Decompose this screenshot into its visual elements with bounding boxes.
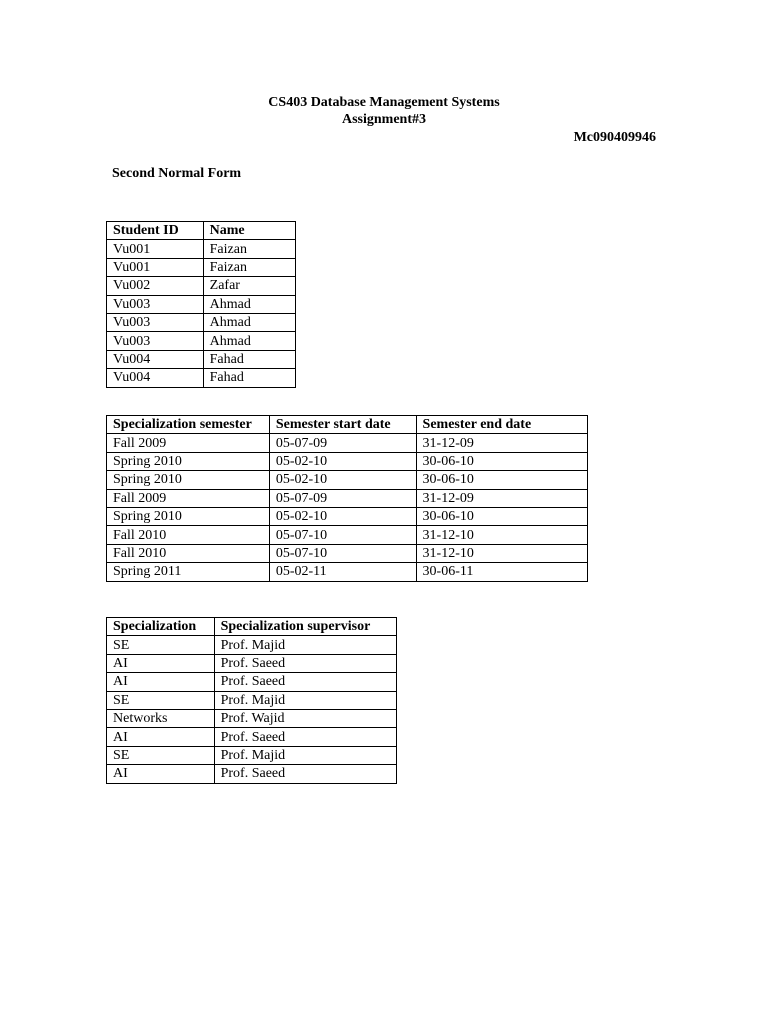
table-cell: Faizan xyxy=(203,240,295,258)
table-cell: Vu003 xyxy=(107,332,204,350)
table-cell: Zafar xyxy=(203,277,295,295)
table-header-row xyxy=(107,416,588,434)
table-cell: 31-12-10 xyxy=(416,544,587,562)
table-cell: AI xyxy=(107,654,215,672)
table-cell: Prof. Wajid xyxy=(214,709,396,727)
table-cell: Fahad xyxy=(203,350,295,368)
column-header-name: Name xyxy=(203,222,295,240)
table-row xyxy=(107,636,397,654)
table-cell: AI xyxy=(107,765,215,783)
table-cell: Fall 2010 xyxy=(107,526,270,544)
table-cell: Spring 2010 xyxy=(107,507,270,525)
table-cell: Prof. Majid xyxy=(214,746,396,764)
table-cell: AI xyxy=(107,673,215,691)
table-row xyxy=(107,563,588,581)
table-row xyxy=(107,313,296,331)
table-cell: 05-07-09 xyxy=(269,489,416,507)
table-cell: Vu002 xyxy=(107,277,204,295)
table-cell: Vu004 xyxy=(107,350,204,368)
table-cell: Faizan xyxy=(203,258,295,276)
table-cell: SE xyxy=(107,636,215,654)
column-header-specialization-semester: Specialization semester xyxy=(107,416,270,434)
student-code: Mc090409946 xyxy=(573,130,656,145)
table-cell: Spring 2011 xyxy=(107,563,270,581)
column-header-specialization: Specialization xyxy=(107,618,215,636)
table-row xyxy=(107,709,397,727)
column-header-specialization-supervisor: Specialization supervisor xyxy=(214,618,396,636)
specialization-table xyxy=(106,617,397,784)
table-cell: Prof. Saeed xyxy=(214,728,396,746)
course-title: CS403 Database Management Systems xyxy=(268,95,500,110)
table-row xyxy=(107,350,296,368)
table-cell: 30-06-10 xyxy=(416,471,587,489)
table-cell: 31-12-09 xyxy=(416,489,587,507)
table-row xyxy=(107,452,588,470)
section-heading: Second Normal Form xyxy=(112,166,242,181)
student-table xyxy=(106,221,296,388)
table-row xyxy=(107,434,588,452)
table-row xyxy=(107,507,588,525)
table-row xyxy=(107,728,397,746)
table-row xyxy=(107,526,588,544)
table-cell: 30-06-10 xyxy=(416,452,587,470)
table-cell: Spring 2010 xyxy=(107,452,270,470)
table-row xyxy=(107,765,397,783)
table-cell: Vu003 xyxy=(107,313,204,331)
assignment-title: Assignment#3 xyxy=(341,112,426,127)
table-row xyxy=(107,369,296,387)
table-cell: 31-12-09 xyxy=(416,434,587,452)
table-row xyxy=(107,489,588,507)
table-cell: 30-06-11 xyxy=(416,563,587,581)
table-cell: 05-02-10 xyxy=(269,471,416,489)
table-cell: Prof. Saeed xyxy=(214,673,396,691)
table-cell: Vu001 xyxy=(107,240,204,258)
table-cell: Spring 2010 xyxy=(107,471,270,489)
table-cell: 05-07-10 xyxy=(269,544,416,562)
table-header-row xyxy=(107,222,296,240)
table-cell: Prof. Majid xyxy=(214,636,396,654)
table-cell: 30-06-10 xyxy=(416,507,587,525)
table-row xyxy=(107,654,397,672)
table-cell: SE xyxy=(107,746,215,764)
table-cell: Prof. Saeed xyxy=(214,654,396,672)
table-cell: Ahmad xyxy=(203,295,295,313)
table-row xyxy=(107,240,296,258)
table-cell: Vu001 xyxy=(107,258,204,276)
table-cell: 05-02-11 xyxy=(269,563,416,581)
column-header-student-id: Student ID xyxy=(107,222,204,240)
table-row xyxy=(107,544,588,562)
table-cell: Prof. Majid xyxy=(214,691,396,709)
table-header-row xyxy=(107,618,397,636)
table-cell: Prof. Saeed xyxy=(214,765,396,783)
table-cell: Fall 2009 xyxy=(107,489,270,507)
table-cell: Fahad xyxy=(203,369,295,387)
table-row xyxy=(107,277,296,295)
table-cell: Fall 2009 xyxy=(107,434,270,452)
semester-table xyxy=(106,415,588,582)
table-row xyxy=(107,673,397,691)
table-cell: 05-07-09 xyxy=(269,434,416,452)
table-row xyxy=(107,691,397,709)
table-cell: Vu003 xyxy=(107,295,204,313)
column-header-semester-start-date: Semester start date xyxy=(269,416,416,434)
table-cell: Ahmad xyxy=(203,313,295,331)
column-header-semester-end-date: Semester end date xyxy=(416,416,587,434)
table-row xyxy=(107,471,588,489)
table-row xyxy=(107,295,296,313)
table-cell: AI xyxy=(107,728,215,746)
table-row xyxy=(107,746,397,764)
table-cell: SE xyxy=(107,691,215,709)
table-cell: 31-12-10 xyxy=(416,526,587,544)
table-row xyxy=(107,258,296,276)
table-cell: 05-02-10 xyxy=(269,507,416,525)
table-cell: Ahmad xyxy=(203,332,295,350)
table-row xyxy=(107,332,296,350)
table-cell: 05-07-10 xyxy=(269,526,416,544)
table-cell: Fall 2010 xyxy=(107,544,270,562)
table-cell: Vu004 xyxy=(107,369,204,387)
table-cell: Networks xyxy=(107,709,215,727)
table-cell: 05-02-10 xyxy=(269,452,416,470)
